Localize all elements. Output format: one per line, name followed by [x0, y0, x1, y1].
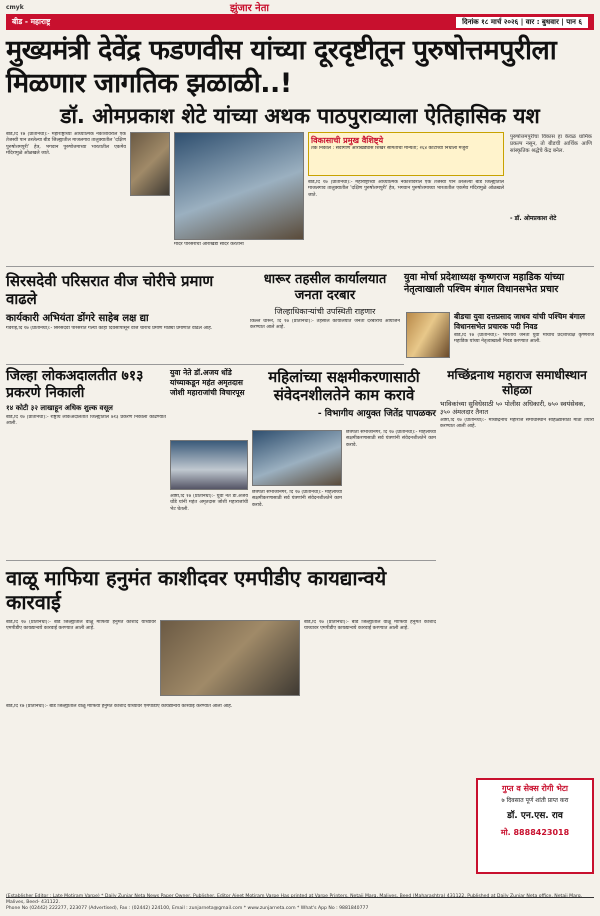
lead-body: बीड,दि १७ (प्रतिनिधी):- महाराष्ट्राच्या आध्यात्मिक नकाशावरील एक तेजस्वी पान ठरलेल्या बीड जिल्ह्यातील माजलगाव तालुक्यातील 'दक्षिण पुरुषोत्तमपुरी' हेत्र, भगवान पुरुषोत्तमाच्या भारतातील एकमेव मंदिरामुळे ओळखले जाते. — [6, 132, 126, 157]
story8-headline: युवा नेते डॉ.अजय धोंडे यांच्याकडून महंत अमृतदास जोशी महाराजांची विचारपूस — [170, 368, 245, 397]
quote-text: पुरुषोत्तमपुरीचा विकास हा केवळ धार्मिक प्रकल्प नसून, तो बीडची आर्थिक आणि सांस्कृतिक श्रद्धेचे केंद्र बनेल. — [510, 134, 592, 154]
story-machhindranath — [440, 368, 594, 548]
story6-sub: - विभागीय आयुक्त जितेंद्र पापळकर — [317, 409, 436, 419]
story-dhonde — [170, 368, 248, 398]
story9-body-cont2: बीड,दि १७ (प्रतिनिधी):- बीड जिल्ह्यातील वाळू माफिया हनुमंत काशीद याच्यावर एमपीडीए कायद्यान्वये कारवाई करण्यात आली आहे. — [6, 704, 233, 709]
story-lok-adalat — [6, 368, 166, 495]
story8-body: आष्टी,दि १७ (प्रतिनिधी):- युवा नेते डॉ.अजय धोंडे यांनी महंत अमृतदास जोशी महाराजांची भेट घेतली. — [170, 494, 248, 512]
story3-body: किल्ले धारूर, दि १७ (प्रतिनिधी):- तहसील कार्यालयात जनता दरबाराचे आयोजन करण्यात आले आहे. — [250, 319, 400, 331]
story7-body: आष्टी,दि १७ (प्रतिनिधी):- मच्छिंद्रनाथ महाराज समाधीस्थान सोहळ्यासाठी मोठी तयारी करण्यात आली आहे. — [440, 418, 594, 430]
quote-author: - डॉ. ओमप्रकाश शेटे — [510, 215, 557, 222]
footer-line2: Phone No (02442) 222277, 223077 (Advertised), Fax : (02442) 224100, Email : zunjarneta@gmail.com * www.zunjarneta.com * What's App No : 9881840777 — [6, 906, 369, 911]
story-sand-mafia — [6, 566, 436, 614]
rule — [6, 364, 404, 365]
story7-sub: भाविकांच्या सुविधेसाठी ५० पोलीस अधिकारी, ७५० स्वयंसेवक, ३५० अंमलदार तैनात — [440, 400, 586, 416]
vikas-box — [308, 132, 504, 176]
lead-headline: मुख्यमंत्री देवेंद्र फडणवीस यांच्या दूरदृष्टीतून पुरुषोत्तमपुरीला मिळणार जागतिक झळाळी..! — [6, 35, 557, 99]
ad-doctor: डॉ. एन.एस. राव — [507, 811, 563, 821]
ad-box — [476, 778, 594, 874]
deity-photo — [130, 132, 170, 196]
story6-body: छत्रपती संभाजीनगर, दि १७ (प्रतिनिधी):- महिलांच्या सक्षमीकरणासाठी सर्व यंत्रणांनी संवेदनशीलतेने काम करावे. — [346, 430, 436, 448]
story5-headline: जिल्हा लोकअदालतीत ७१३ प्रकरणे निकाली — [6, 368, 144, 401]
lead-continued: बीड,दि १७ (प्रतिनिधी):- महाराष्ट्राच्या आध्यात्मिक नकाशावरील एक तेजस्वी पान ठरलेल्या बीड जिल्ह्यातील माजलगाव तालुक्यातील 'दक्षिण पुरुषोत्तमपुरी' हेत्र, भगवान पुरुषोत्तमाच्या भारतातील एकमेव मंदिरामुळे ओळखले जाते. — [308, 180, 504, 198]
story4-sub: बीडचा युवा दत्तप्रसाद जाधव यांची पश्चिम बंगाल विधानसभेत प्रचारक पदी निवड — [454, 312, 585, 331]
story4-body: बीड,दि १७ (प्रतिनिधी):- भारतीय जनता युवा मोर्चाचे प्रदेशाध्यक्ष कृष्णराज महाडिक यांच्या नेतृत्वाखाली निवड करण्यात आली. — [454, 333, 594, 345]
dhonde-photo — [170, 440, 248, 490]
story7-headline: मच्छिंद्रनाथ महाराज समाधीस्थान सोहळा — [447, 368, 587, 397]
photo-caption: मंदिर परिसराचा आराखडा सादर करताना — [174, 242, 244, 247]
story2-sub: कार्यकारी अभियंता डोंगरे साहेब लक्ष द्या — [6, 313, 149, 324]
story3-sub: जिल्हाधिकाऱ्यांची उपस्थिती राहणार — [274, 307, 376, 316]
footer — [6, 894, 594, 912]
vikas-text: तर्क निकाल : सर्वांगीण आराखड्यास शिखर समितीची मान्यता; २६४ कोटींच्या निधीला मंजुरी — [311, 146, 469, 151]
story-electricity — [6, 272, 246, 372]
story2-headline: सिरसदेवी परिसरात वीज चोरीचे प्रमाण वाढले — [6, 272, 214, 308]
story2-body: गेवराई,दि १७ (प्रतिनिधी):- सिरसदेवी परिसरात गेल्या काही दिवसांपासून वीज चोरीचे प्रमाण मोठ्या प्रमाणात वाढले आहे. — [6, 326, 213, 331]
story9-body: बीड,दि १७ (प्रतिनिधी):- बीड जिल्ह्यातील वाळू माफिया हनुमंत काशीद याच्यावर एमपीडीए कायद्यान्वये कारवाई करण्यात आली आहे. — [6, 620, 156, 632]
story5-sub: १४ कोटी ३२ लाखाहून अधिक शुल्क वसूल — [6, 404, 113, 412]
lead-subhead: डॉ. ओमप्रकाश शेटे यांच्या अथक पाठपुराव्याला ऐतिहासिक यश — [60, 104, 540, 128]
footer-line1: (Establisher Editor : Late Motiram Varpe) * Daily Zunjar Neta News Paper Owner, Publisher, Editor Ajeet Motiram Varpe Has printed at Varpe Printers, Netaji Marg, Malives, Beed (Maharashtra) 431122. Published at Daily Zunjar Neta office, Netaji Marg, Malives, Beed- 431122. — [6, 894, 583, 905]
women-meeting-photo — [252, 430, 342, 486]
meeting-photo — [174, 132, 304, 240]
ad-sub: ७ दिवसात पूर्ण शांती प्राप्त करा — [501, 797, 569, 804]
cmyk-marker: cmyk — [6, 4, 24, 11]
vikas-title: विकासाची प्रमुख वैशिष्ट्ये — [311, 136, 384, 145]
section-label: बीड - महाराष्ट्र — [12, 17, 51, 26]
section-bar — [6, 14, 594, 30]
story9-body-cont: बीड,दि १७ (प्रतिनिधी):- बीड जिल्ह्यातील वाळू माफिया हनुमंत काशीद याच्यावर एमपीडीए कायद्यान्वये कारवाई करण्यात आली आहे. — [304, 620, 436, 632]
story-youth-morcha — [404, 272, 594, 296]
ad-title: गुप्त व सेक्स रोगी भेटा — [502, 784, 568, 793]
story6-headline: महिलांच्या सक्षमीकरणासाठी संवेदनशीलतेने काम करावे — [268, 368, 420, 404]
ad-mobile: मो. 8888423018 — [500, 828, 570, 837]
police-photo — [160, 620, 300, 696]
story3-headline: धारूर तहसील कार्यालयात जनता दरबार — [263, 272, 387, 303]
jadhav-photo — [406, 312, 450, 358]
story5-body: बीड,दि १७ (प्रतिनिधी):- राष्ट्रीय लोकअदालतीत जिल्ह्यातील ७१३ प्रकरणे निकाली काढण्यात आली. — [6, 415, 166, 427]
rule — [6, 266, 594, 267]
story4-headline: युवा मोर्चा प्रदेशाध्यक्ष कृष्णराज महाडिक यांच्या नेतृत्वाखाली पश्चिम बंगाल विधानसभेत प्रचार — [404, 272, 565, 295]
quote-box — [508, 132, 594, 240]
rule — [6, 560, 436, 561]
story-women — [252, 368, 436, 419]
masthead: झुंजार नेता — [230, 3, 269, 14]
story9-headline: वाळू माफिया हनुमंत काशीदवर एमपीडीए कायद्यान्वये कारवाई — [6, 566, 387, 614]
dateline: दिनांक १८ मार्च २०२६ | वार : बुधवार | पान ६ — [456, 17, 588, 28]
story6-body-cont: छत्रपती संभाजीनगर, दि १७ (प्रतिनिधी):- महिलांच्या सक्षमीकरणासाठी सर्व यंत्रणांनी संवेदनशीलतेने काम करावे. — [252, 490, 342, 508]
